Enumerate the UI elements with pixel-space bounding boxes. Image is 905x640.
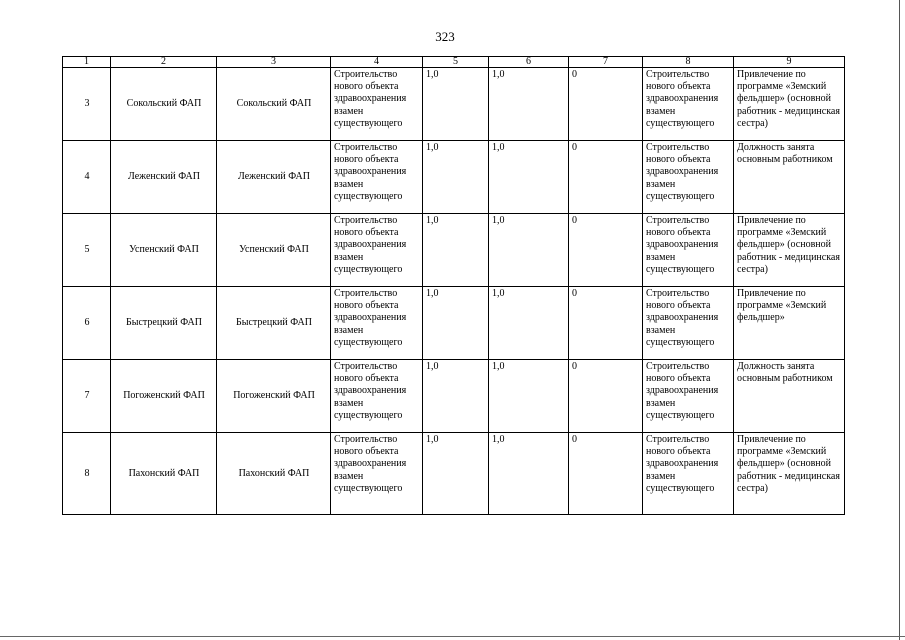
value-cell-7: 0 [569, 433, 643, 515]
column-number-header: 1 [63, 57, 111, 68]
value-cell-6: 1,0 [489, 360, 569, 433]
value-cell-7: 0 [569, 287, 643, 360]
value-cell-5: 1,0 [423, 287, 489, 360]
value-cell-6: 1,0 [489, 68, 569, 141]
row-number-cell: 7 [63, 360, 111, 433]
column-number-header: 5 [423, 57, 489, 68]
value-cell-5: 1,0 [423, 68, 489, 141]
measure-cell: Строительство нового объекта здравоохранения взамен существующего [331, 141, 423, 214]
row-number-cell: 8 [63, 433, 111, 515]
value-cell-7: 0 [569, 214, 643, 287]
facility-name-cell: Сокольский ФАП [111, 68, 217, 141]
facility-name-cell: Леженский ФАП [111, 141, 217, 214]
measure-cell-2: Строительство нового объекта здравоохранения взамен существующего [643, 214, 734, 287]
value-cell-5: 1,0 [423, 141, 489, 214]
facility-name-cell-2: Быстрецкий ФАП [217, 287, 331, 360]
value-cell-6: 1,0 [489, 214, 569, 287]
data-table [62, 56, 845, 515]
table-row [63, 433, 845, 515]
column-number-header: 3 [217, 57, 331, 68]
measure-cell: Строительство нового объекта здравоохранения взамен существующего [331, 68, 423, 141]
facility-name-cell-2: Пахонский ФАП [217, 433, 331, 515]
staffing-cell: Привлечение по программе «Земский фельдшер» [734, 287, 845, 360]
staffing-cell: Должность занята основным работником [734, 360, 845, 433]
measure-cell-2: Строительство нового объекта здравоохранения взамен существующего [643, 141, 734, 214]
value-cell-7: 0 [569, 68, 643, 141]
column-number-header: 8 [643, 57, 734, 68]
measure-cell-2: Строительство нового объекта здравоохранения взамен существующего [643, 360, 734, 433]
staffing-cell: Привлечение по программе «Земский фельдшер» (основной работник - медицинская сестра) [734, 68, 845, 141]
value-cell-7: 0 [569, 141, 643, 214]
value-cell-6: 1,0 [489, 433, 569, 515]
table-row [63, 68, 845, 141]
column-number-header: 7 [569, 57, 643, 68]
page-number: 323 [435, 29, 455, 44]
table-row [63, 360, 845, 433]
value-cell-6: 1,0 [489, 287, 569, 360]
scan-frame-right-edge [899, 0, 900, 640]
measure-cell-2: Строительство нового объекта здравоохранения взамен существующего [643, 433, 734, 515]
table-body [63, 57, 845, 515]
facility-name-cell: Успенский ФАП [111, 214, 217, 287]
facility-name-cell: Пахонский ФАП [111, 433, 217, 515]
row-number-cell: 5 [63, 214, 111, 287]
table-row [63, 214, 845, 287]
measure-cell-2: Строительство нового объекта здравоохранения взамен существующего [643, 287, 734, 360]
column-number-header: 6 [489, 57, 569, 68]
column-number-header: 4 [331, 57, 423, 68]
measure-cell: Строительство нового объекта здравоохранения взамен существующего [331, 433, 423, 515]
value-cell-7: 0 [569, 360, 643, 433]
table-row [63, 287, 845, 360]
measure-cell: Строительство нового объекта здравоохранения взамен существующего [331, 360, 423, 433]
facility-name-cell-2: Сокольский ФАП [217, 68, 331, 141]
column-numbers-row [63, 57, 845, 68]
staffing-cell: Привлечение по программе «Земский фельдшер» (основной работник - медицинская сестра) [734, 214, 845, 287]
value-cell-5: 1,0 [423, 360, 489, 433]
column-number-header: 2 [111, 57, 217, 68]
facility-name-cell: Погоженский ФАП [111, 360, 217, 433]
value-cell-5: 1,0 [423, 433, 489, 515]
measure-cell: Строительство нового объекта здравоохранения взамен существующего [331, 287, 423, 360]
scan-frame-bottom-edge [0, 636, 905, 637]
table-row [63, 141, 845, 214]
facility-name-cell-2: Успенский ФАП [217, 214, 331, 287]
facility-name-cell: Быстрецкий ФАП [111, 287, 217, 360]
value-cell-5: 1,0 [423, 214, 489, 287]
measure-cell-2: Строительство нового объекта здравоохранения взамен существующего [643, 68, 734, 141]
measure-cell: Строительство нового объекта здравоохранения взамен существующего [331, 214, 423, 287]
staffing-cell: Привлечение по программе «Земский фельдшер» (основной работник - медицинская сестра) [734, 433, 845, 515]
row-number-cell: 6 [63, 287, 111, 360]
row-number-cell: 3 [63, 68, 111, 141]
staffing-cell: Должность занята основным работником [734, 141, 845, 214]
facility-name-cell-2: Леженский ФАП [217, 141, 331, 214]
value-cell-6: 1,0 [489, 141, 569, 214]
column-number-header: 9 [734, 57, 845, 68]
row-number-cell: 4 [63, 141, 111, 214]
facility-name-cell-2: Погоженский ФАП [217, 360, 331, 433]
